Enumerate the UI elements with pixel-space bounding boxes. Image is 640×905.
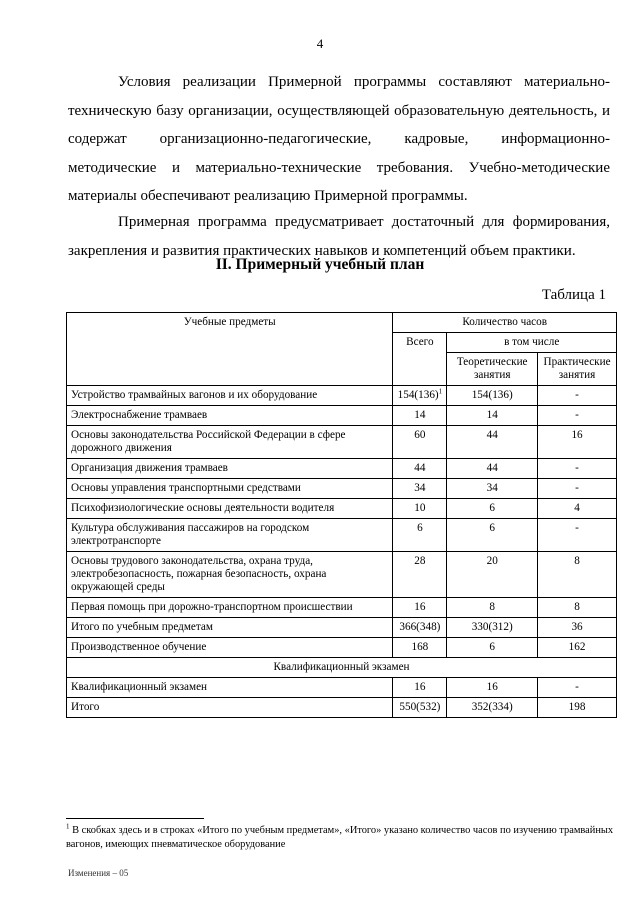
row-practice: 36 bbox=[538, 618, 617, 638]
header-subjects: Учебные предметы bbox=[67, 313, 393, 386]
row-total-value: 28 bbox=[414, 555, 426, 567]
row-subject: Организация движения трамваев bbox=[67, 459, 393, 479]
table-row bbox=[67, 519, 617, 552]
row-total bbox=[393, 638, 447, 658]
total-row-practice: 198 bbox=[538, 698, 617, 718]
row-subject: Электроснабжение трамваев bbox=[67, 406, 393, 426]
row-total-value: 16 bbox=[414, 601, 426, 613]
footnote bbox=[66, 824, 614, 852]
table-row bbox=[67, 638, 617, 658]
row-theory: 154(136) bbox=[447, 386, 538, 406]
header-total: Всего bbox=[393, 333, 447, 386]
row-subject: Основы законодательства Российской Федерации в сфере дорожного движения bbox=[67, 426, 393, 459]
row-theory: 44 bbox=[447, 426, 538, 459]
row-subject: Основы трудового законодательства, охрана труда, электробезопасность, пожарная безопасность, охрана окружающей среды bbox=[67, 552, 393, 598]
row-total bbox=[393, 598, 447, 618]
row-total-value: 168 bbox=[411, 641, 429, 653]
table-row bbox=[67, 386, 617, 406]
table-row bbox=[67, 426, 617, 459]
row-theory: 14 bbox=[447, 406, 538, 426]
row-total-value: 10 bbox=[414, 502, 426, 514]
table-row bbox=[67, 618, 617, 638]
row-theory: 34 bbox=[447, 479, 538, 499]
row-subject: Психофизиологические основы деятельности водителя bbox=[67, 499, 393, 519]
row-subject: Первая помощь при дорожно-транспортном происшествии bbox=[67, 598, 393, 618]
footer-note: Изменения – 05 bbox=[68, 868, 129, 878]
row-theory: 6 bbox=[447, 499, 538, 519]
row-total bbox=[393, 426, 447, 459]
table-row bbox=[67, 406, 617, 426]
row-practice: - bbox=[538, 386, 617, 406]
row-practice: 162 bbox=[538, 638, 617, 658]
row-theory: 330(312) bbox=[447, 618, 538, 638]
row-practice: 4 bbox=[538, 499, 617, 519]
row-theory: 20 bbox=[447, 552, 538, 598]
exam-row-theory: 16 bbox=[447, 678, 538, 698]
section-row-exam: Квалификационный экзамен bbox=[67, 658, 617, 678]
row-total-value: 6 bbox=[417, 522, 423, 534]
row-subject: Итого по учебным предметам bbox=[67, 618, 393, 638]
row-practice: - bbox=[538, 479, 617, 499]
row-subject: Производственное обучение bbox=[67, 638, 393, 658]
paragraph-practice: Примерная программа предусматривает достаточный для формирования, закрепления и развития практических навыков и компетенций объем практики. bbox=[68, 214, 610, 259]
exam-row-practice: - bbox=[538, 678, 617, 698]
row-total bbox=[393, 519, 447, 552]
row-total bbox=[393, 479, 447, 499]
header-theory: Теоретические занятия bbox=[447, 353, 538, 386]
header-practice: Практические занятия bbox=[538, 353, 617, 386]
page-number: 4 bbox=[316, 36, 324, 51]
row-total bbox=[393, 406, 447, 426]
row-theory: 8 bbox=[447, 598, 538, 618]
row-total-value: 44 bbox=[414, 462, 426, 474]
footnote-mark: 1 bbox=[66, 822, 70, 831]
row-subject: Основы управления транспортными средствами bbox=[67, 479, 393, 499]
table-caption: Таблица 1 bbox=[541, 287, 606, 303]
row-subject: Устройство трамвайных вагонов и их оборудование bbox=[67, 386, 393, 406]
row-practice: 16 bbox=[538, 426, 617, 459]
row-total bbox=[393, 459, 447, 479]
footnote-divider bbox=[66, 818, 204, 819]
table-row bbox=[67, 552, 617, 598]
total-row-theory: 352(334) bbox=[447, 698, 538, 718]
table-row bbox=[67, 459, 617, 479]
table-row bbox=[67, 598, 617, 618]
row-practice: - bbox=[538, 519, 617, 552]
table-body bbox=[67, 386, 617, 658]
row-total-value: 154(136) bbox=[397, 389, 439, 401]
row-theory: 44 bbox=[447, 459, 538, 479]
row-subject: Культура обслуживания пассажиров на городском электротранспорте bbox=[67, 519, 393, 552]
row-theory: 6 bbox=[447, 638, 538, 658]
row-practice: 8 bbox=[538, 598, 617, 618]
row-total-value: 366(348) bbox=[399, 621, 441, 633]
exam-row-subject: Квалификационный экзамен bbox=[67, 678, 393, 698]
paragraph-conditions: Условия реализации Примерной программы составляют материально-техническую базу организации, осуществляющей образовательную деятельность, и содержат организационно-педагогические, кадровые, информационно-методические и материально-технические требования. Учебно-методические материалы обеспечивают реализацию Примерной программы. bbox=[68, 74, 610, 204]
row-practice: - bbox=[538, 406, 617, 426]
row-practice: 8 bbox=[538, 552, 617, 598]
row-total bbox=[393, 386, 447, 406]
row-total bbox=[393, 499, 447, 519]
footnote-ref: 1 bbox=[438, 387, 443, 396]
header-hours: Количество часов bbox=[393, 313, 617, 333]
row-total-value: 34 bbox=[414, 482, 426, 494]
table-row bbox=[67, 479, 617, 499]
curriculum-table bbox=[66, 312, 617, 718]
row-total bbox=[393, 618, 447, 638]
header-including: в том числе bbox=[447, 333, 617, 353]
footnote-text: В скобках здесь и в строках «Итого по учебным предметам», «Итого» указано количество часов по изучению трамвайных вагонов, имеющих пневматическое оборудование bbox=[66, 825, 614, 850]
row-total-value: 14 bbox=[414, 409, 426, 421]
row-theory: 6 bbox=[447, 519, 538, 552]
total-row-subject: Итого bbox=[67, 698, 393, 718]
row-total bbox=[393, 552, 447, 598]
row-practice: - bbox=[538, 459, 617, 479]
exam-row-total: 16 bbox=[393, 678, 447, 698]
row-total-value: 60 bbox=[414, 429, 426, 441]
section-heading: II. Примерный учебный план bbox=[215, 256, 425, 273]
total-row-total: 550(532) bbox=[393, 698, 447, 718]
table-row bbox=[67, 499, 617, 519]
